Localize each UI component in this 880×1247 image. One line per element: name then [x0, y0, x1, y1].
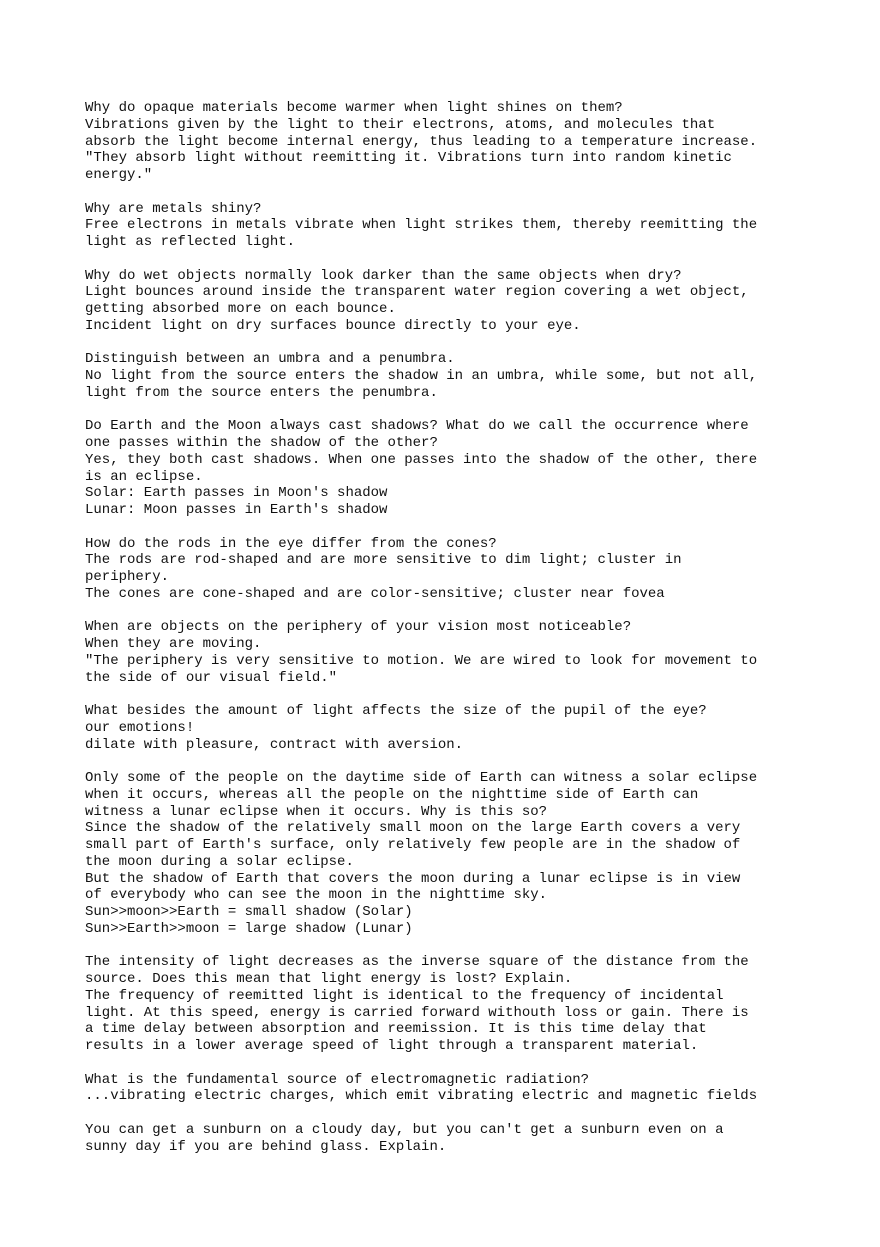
qa-section: [85, 1122, 845, 1156]
text-line: witness a lunar eclipse when it occurs. Why is this so?: [85, 803, 548, 820]
text-line: is an eclipse.: [85, 468, 203, 485]
text-line: light from the source enters the penumbra.: [85, 384, 438, 401]
qa-section: [85, 268, 845, 335]
qa-section: [85, 351, 845, 401]
text-line: light as reflected light.: [85, 234, 296, 250]
text-line: But the shadow of Earth that covers the moon during a lunar eclipse is in view: [85, 870, 741, 887]
text-line: Incident light on dry surfaces bounce directly to your eye.: [85, 317, 581, 334]
text-line: When they are moving.: [85, 636, 262, 652]
qa-section: [85, 201, 845, 251]
text-line: absorb the light become internal energy, thus leading to a temperature increase.: [85, 133, 758, 150]
text-line: our emotions!: [85, 719, 195, 736]
qa-section: [85, 100, 845, 184]
text-line: source. Does this mean that light energy is lost? Explain.: [85, 971, 573, 987]
text-line: Do Earth and the Moon always cast shadows? What do we call the occurrence where: [85, 418, 749, 435]
qa-section: [85, 418, 845, 519]
text-line: the moon during a solar eclipse.: [85, 853, 354, 870]
text-line: You can get a sunburn on a cloudy day, but you can't get a sunburn even on a: [85, 1121, 724, 1138]
text-line: The intensity of light decreases as the inverse square of the distance from the: [85, 954, 749, 971]
text-line: Only some of the people on the daytime side of Earth can witness a solar eclipse: [85, 770, 758, 786]
text-line: Light bounces around inside the transparent water region covering a wet object,: [85, 284, 749, 301]
text-line: Why are metals shiny?: [85, 200, 262, 217]
text-line: The rods are rod-shaped and are more sensitive to dim light; cluster in: [85, 552, 682, 569]
text-line: Distinguish between an umbra and a penumbra.: [85, 351, 455, 368]
text-line: getting absorbed more on each bounce.: [85, 301, 396, 317]
qa-section: [85, 1072, 845, 1106]
text-line: The frequency of reemitted light is identical to the frequency of incidental: [85, 987, 724, 1004]
text-line: periphery.: [85, 569, 170, 585]
text-line: The cones are cone-shaped and are color-sensitive; cluster near fovea: [85, 585, 665, 602]
text-line: a time delay between absorption and reemission. It is this time delay that: [85, 1021, 707, 1038]
text-line: Yes, they both cast shadows. When one passes into the shadow of the other, there: [85, 451, 758, 468]
text-line: ...vibrating electric charges, which emit vibrating electric and magnetic fields: [85, 1088, 758, 1105]
qa-section: [85, 954, 845, 1055]
text-line: "The periphery is very sensitive to motion. We are wired to look for movement to: [85, 652, 758, 669]
text-line: when it occurs, whereas all the people on the nighttime side of Earth can: [85, 786, 699, 803]
qa-section: [85, 770, 845, 938]
text-line: Free electrons in metals vibrate when light strikes them, thereby reemitting the: [85, 217, 758, 234]
text-line: energy.": [85, 167, 153, 183]
text-line: Solar: Earth passes in Moon's shadow: [85, 485, 388, 502]
text-line: Sun>>moon>>Earth = small shadow (Solar): [85, 904, 413, 920]
text-line: Why do wet objects normally look darker than the same objects when dry?: [85, 267, 682, 284]
text-line: When are objects on the periphery of your vision most noticeable?: [85, 619, 632, 636]
text-line: results in a lower average speed of light through a transparent material.: [85, 1038, 699, 1054]
qa-section: [85, 536, 845, 603]
qa-section: [85, 619, 845, 686]
text-line: of everybody who can see the moon in the nighttime sky.: [85, 887, 548, 904]
text-line: sunny day if you are behind glass. Explain.: [85, 1138, 447, 1155]
text-line: Lunar: Moon passes in Earth's shadow: [85, 502, 388, 518]
text-line: What is the fundamental source of electromagnetic radiation?: [85, 1071, 590, 1088]
text-line: small part of Earth's surface, only relatively few people are in the shadow of: [85, 837, 741, 853]
text-line: light. At this speed, energy is carried forward withouth loss or gain. There is: [85, 1004, 749, 1021]
text-line: Why do opaque materials become warmer when light shines on them?: [85, 100, 623, 116]
text-line: "They absorb light without reemitting it. Vibrations turn into random kinetic: [85, 150, 732, 167]
text-line: dilate with pleasure, contract with aversion.: [85, 736, 464, 753]
text-line: Since the shadow of the relatively small moon on the large Earth covers a very: [85, 820, 741, 837]
qa-section: [85, 703, 845, 753]
document-page: [85, 100, 845, 1172]
text-line: How do the rods in the eye differ from the cones?: [85, 535, 497, 552]
text-line: What besides the amount of light affects the size of the pupil of the eye?: [85, 703, 707, 719]
text-line: Sun>>Earth>>moon = large shadow (Lunar): [85, 920, 413, 937]
text-line: one passes within the shadow of the other?: [85, 435, 438, 451]
text-line: No light from the source enters the shadow in an umbra, while some, but not all,: [85, 368, 758, 384]
text-line: the side of our visual field.": [85, 669, 338, 686]
text-line: Vibrations given by the light to their electrons, atoms, and molecules that: [85, 116, 716, 133]
